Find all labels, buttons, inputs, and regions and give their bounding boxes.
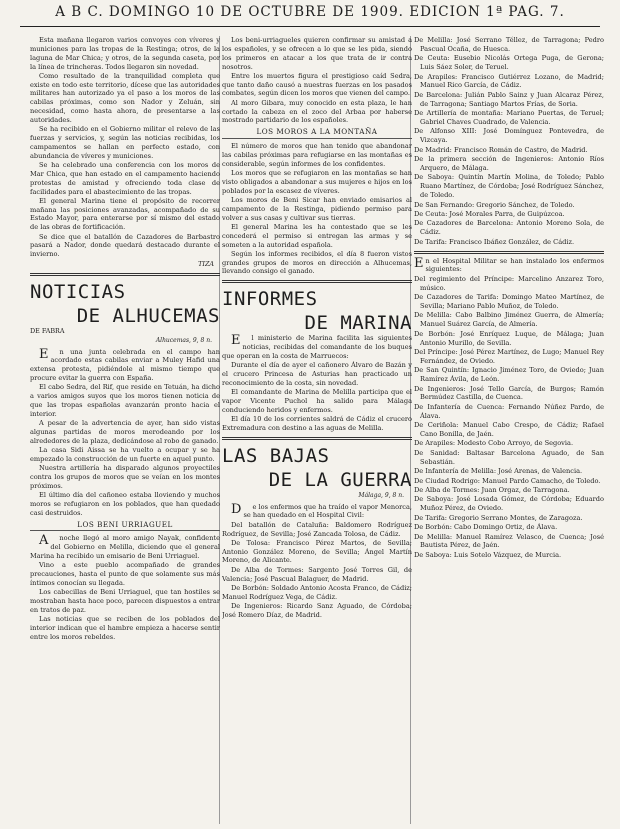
- article-paragraph: El general Marina les ha contestado que se les concederá el permiso si entregan las armas y se someten a la autoridad española.: [222, 222, 412, 249]
- list-item: De Saboya: Quintín Martín Molina, de Toledo; Pablo Ruano Martínez, de Córdoba; José Rodríguez Sánchez, de Toledo.: [414, 173, 604, 200]
- list-item: De Alfonso XIII: José Domínguez Pontevedra, de Vizcaya.: [414, 127, 604, 145]
- list-item: De Madrid: Francisco Román de Castro, de Madrid.: [414, 145, 588, 154]
- article-paragraph: De Ingenieros: Ricardo Sanz Aguado, de Córdoba; José Romero Díaz, de Madrid.: [222, 601, 412, 619]
- article-paragraph: El último día del cañoneo estaba lloviendo y muchos moros se refugiaron en los poblados, que han quedado casi destruidos.: [30, 491, 220, 517]
- column-1: [30, 36, 220, 824]
- article-paragraph: El ministerio de Marina facilita las siguientes noticias, recibidas del comandante de los buques que operan en la costa de Marruecos:: [222, 333, 412, 360]
- article-paragraph: Nuestra artillería ha disparado algunos proyectiles contra los grupos de moros que se veían en los montes próximos.: [30, 464, 220, 490]
- headline-las-bajas: LAS BAJAS: [222, 444, 330, 467]
- list-item: Del Príncipe: José Pérez Martínez, de Lugo; Manuel Rey Fernández, de Oviedo.: [414, 347, 604, 365]
- list-item: De Ceriñola: Manuel Cabo Crespo, de Cádiz; Rafael Cano Bonilla, de Jaén.: [414, 421, 604, 438]
- article-paragraph: El día 10 de los corrientes saldrá de Cádiz el crucero Extremadura con destino a las aguas de Melilla.: [222, 415, 412, 432]
- article-paragraph: Del batallón de Cataluña: Baldomero Rodríguez Rodríguez, de Sevilla; José Zancada Tolosa, de Cádiz.: [222, 520, 412, 538]
- article-signature: TIZA: [198, 260, 214, 269]
- list-item: De Alba de Tormes: Juan Orgaz, de Tarragona.: [414, 485, 570, 494]
- column-3: [414, 36, 604, 824]
- section-rule: [222, 437, 412, 440]
- list-item: Del regimiento del Príncipe: Marcelino Anzarez Toro, músico.: [414, 274, 604, 292]
- article-paragraph: Esta mañana llegaron varios convoyes con víveres y municiones para las tropas de la Restinga; otros, de la laguna de Mar Chica; y otros, de la segunda caseta, por la línea de trincheras. Todos llegaron sin novedad.: [30, 36, 220, 71]
- article-paragraph: A pesar de la advertencia de ayer, han sido vistas algunas partidas de moros merodeando por los alrededores de la plaza, dedicándose al robo de ganado.: [30, 419, 220, 445]
- list-item: De Ceuta: José Morales Parra, de Guipúzcoa.: [414, 209, 565, 218]
- list-item: De San Fernando: Gregorio Sánchez, de Toledo.: [414, 200, 575, 209]
- list-item: De Ingenieros: José Tello García, de Burgos; Ramón Bermúdez Castilla, de Cuenca.: [414, 384, 604, 402]
- list-item: De Borbón: Cabo Domingo Ortiz, de Álava.: [414, 523, 558, 532]
- headline-alhucemas: DE ALHUCEMAS: [76, 304, 220, 327]
- list-item: De Artillería de montaña: Mariano Puertas, de Teruel; Gabriel Chaves Cuadrado, de Valencia.: [414, 109, 604, 126]
- list-item: De Cazadores de Barcelona: Antonio Moreno Sola, de Cádiz.: [414, 219, 604, 237]
- article-paragraph: Los cabecillas de Beni Urriaguel, que tan hostiles se mostraban hasta hace poco, parecen dispuestos a entrar en tratos de paz.: [30, 588, 220, 614]
- page-masthead: A B C. DOMINGO 10 DE OCTUBRE DE 1909. EDICION 1ª PAG. 7.: [55, 4, 565, 20]
- list-item: De Ceuta: Eusebio Nicolás Ortega Puga, de Gerona; Luis Sáez Soler, de Teruel.: [414, 54, 604, 72]
- article-paragraph: En una junta celebrada en el campo han acordado estas cabilas enviar a Muley Hafid una extensa protesta, pidiéndole al mismo tiempo que procure evitar la guerra con España.: [30, 346, 220, 383]
- masthead-rule: [20, 26, 600, 27]
- article-paragraph: La casa Sidi Aissa se ha vuelto a ocupar y se ha empezado la construcción de un fuerte en aquel punto.: [30, 446, 220, 463]
- section-rule: [30, 273, 220, 276]
- article-paragraph: Entre los muertos figura el prestigioso caíd Sedra, que tanto daño causó a nuestras fuerzas en los pasados combates, según dicen los moros que vienen del campo.: [222, 71, 412, 98]
- news-source: DE FABRA: [30, 326, 65, 335]
- list-item: De Cazadores de Tarifa: Domingo Mateo Martínez, de Sevilla; Mariano Pablo Muñoz, de Toledo.: [414, 293, 604, 310]
- list-item: De Melilla: Manuel Ramírez Velasco, de Cuenca; José Bautista Pérez, de Jaén.: [414, 532, 604, 550]
- subheading-moros-montana: LOS MOROS A LA MONTAÑA: [222, 128, 412, 139]
- article-paragraph: Los moros que se refugiaron en las montañas se han visto obligados a abandonar a sus mujeres e hijos en los poblados por la escasez de víveres.: [222, 168, 412, 195]
- article-paragraph: Los moros de Beni Sicar han enviado emisarios al campamento de la Restinga, pidiendo permiso para volver a sus casas y cultivar sus tierras.: [222, 195, 412, 222]
- list-item: De Tarifa: Gregorio Serrano Montes, de Zaragoza.: [414, 513, 583, 522]
- article-paragraph: El cabo Sedra, del Rif, que reside en Tetuán, ha dicho a varios amigos suyos que los moros tienen noticia de que las tropas españolas avanzarán pronto hacia el interior.: [30, 383, 220, 418]
- list-item: De Arapiles: Modesto Cobo Arroyo, de Segovia.: [414, 439, 574, 448]
- article-paragraph: Las noticias que se reciben de los poblados del interior indican que el hambre empieza a hacerse sentir entre los moros rebeldes.: [30, 615, 220, 641]
- list-item: De Saboya: Luis Sotelo Vázquez, de Murcia.: [414, 550, 562, 559]
- section-rule: [222, 280, 412, 283]
- list-item: De San Quintín: Ignacio Jiménez Toro, de Oviedo; Juan Ramírez Ávila, de León.: [414, 366, 604, 384]
- list-item: De Saboya: José Losada Gómez, de Córdoba; Eduardo Muñoz Pérez, de Oviedo.: [414, 495, 604, 513]
- article-paragraph: Como resultado de la tranquilidad completa que existe en todo este territorio, dícese que las autoridades militares han autorizado ya el paso a los moros de las cabilas próximas, como son Nador y Zeluán, sin necesidad, como hasta ahora, de presentarse a las autoridades.: [30, 71, 220, 124]
- list-item: De Infantería de Melilla: José Arenas, de Valencia.: [414, 467, 583, 476]
- hospital-lead: En el Hospital Militar se han instalado los enfermos siguientes:: [414, 255, 604, 274]
- article-paragraph: De Alba de Tormes: Sargento José Torres Gil, de Valencia; José Pascual Balaguer, de Madrid.: [222, 565, 412, 583]
- list-item: De Ciudad Rodrigo: Manuel Pardo Camacho, de Toledo.: [414, 476, 601, 485]
- article-paragraph: Se ha recibido en el Gobierno militar el relevo de las fuerzas y servicios, y, según las noticias recibidas, los campamentos se hallan en perfecto estado, con abundancia de víveres y municiones.: [30, 125, 220, 160]
- article-paragraph: Los beni-urriagueles quieren confirmar su amistad a los españoles, y se ofrecen a lo que se les pida, siendo los primeros en atacar a los que trata de ir contra nosotros.: [222, 36, 412, 71]
- headline-de-la-guerra: DE LA GUERRA: [268, 468, 412, 491]
- article-paragraph: De Tolosa: Francisco Pérez Martos, de Sevilla; Antonio González Moreno, de Sevilla; Ángel Martín Moreno, de Alicante.: [222, 538, 412, 565]
- dateline: Alhucemas, 9, 8 n.: [155, 336, 212, 344]
- article-paragraph: El general Marina tiene el propósito de recorrer mañana las posiciones avanzadas, acompañado de su Estado Mayor, para enterarse por sí mismo del estado de las obras de fortificación.: [30, 196, 220, 232]
- list-item: De Melilla: Cabo Balbino Jiménez Guerra, de Almería; Manuel Suárez García, de Almería.: [414, 311, 604, 329]
- headline-informes: INFORMES: [222, 288, 318, 311]
- article-paragraph: De Borbón: Soldado Antonio Acosta Franco, de Cádiz; Manuel Rodríguez Vega, de Cádiz.: [222, 583, 412, 601]
- article-paragraph: De los enfermos que ha traído el vapor Menorca, se han quedado en el Hospital Civil:: [231, 501, 412, 520]
- list-item: De Tarifa: Francisco Ibáñez González, de Cádiz.: [414, 237, 575, 246]
- list-item: De Barcelona: Julián Pablo Sainz y Juan Alcaraz Pérez, de Tarragona; Santiago Martos Frías, de Soria.: [414, 90, 604, 108]
- article-paragraph: Durante el día de ayer el cañonero Álvaro de Bazán y el crucero Princesa de Asturias han practicado un reconocimiento de la costa, sin novedad.: [222, 361, 412, 387]
- section-rule: [414, 251, 604, 254]
- subheading-beni-urriaguel: LOS BENI URRIAGUEL: [30, 521, 220, 532]
- article-paragraph: Se ha celebrado una conferencia con los moros de Mar Chica, que han estado en el campamento haciendo protestas de amistad y ofreciendo toda clase de facilidades para el abastecimiento de las tropas.: [30, 160, 220, 196]
- article-paragraph: El comandante de Marina de Melilla participa que el vapor Vicente Puchol ha salido para Málaga conduciendo heridos y enfermos.: [222, 388, 412, 414]
- article-paragraph: Vino a este pueblo acompañado de grandes precauciones, hasta el punto de que solamente sus más íntimos conocían su llegada.: [30, 561, 220, 588]
- article-paragraph: Según los informes recibidos, el día 8 fueron vistos grandes grupos de moros en dirección a Alhucemas, llevando consigo el ganado.: [222, 249, 412, 276]
- list-item: De Borbón: José Enríquez Luque, de Málaga; Juan Antonio Murillo, de Sevilla.: [414, 329, 604, 347]
- list-item: De la primera sección de Ingenieros: Antonio Ríos Arquero, de Málaga.: [414, 155, 604, 172]
- article-paragraph: Al moro Gibara, muy conocido en esta plaza, le han cortado la cabeza en el zoco del Arbaa por haberse mostrado partidario de los españoles.: [222, 98, 412, 125]
- article-paragraph: El número de moros que han tenido que abandonar las cabilas próximas para refugiarse en las montañas es considerable, según informes de los confidentes.: [222, 142, 412, 168]
- list-item: De Arapiles: Francisco Gutiérrez Lozano, de Madrid; Manuel Rico García, de Cádiz.: [414, 72, 604, 90]
- headline-de-marina: DE MARINA: [304, 312, 412, 335]
- list-item: De Infantería de Cuenca: Fernando Núñez Pardo, de Álava.: [414, 402, 604, 420]
- article-paragraph: Se dice que el batallón de Cazadores de Barbastro pasará a Nador, donde quedará destacado durante el invierno.: [30, 232, 220, 259]
- list-item: De Sanidad: Baltasar Barcelona Aguado, de San Sebastián.: [414, 448, 604, 466]
- headline-noticias: NOTICIAS: [30, 280, 126, 303]
- list-item: De Melilla: José Serrano Téllez, de Tarragona; Pedro Pascual Ocaña, de Huesca.: [414, 36, 604, 53]
- dateline: Málaga, 9, 8 n.: [358, 491, 404, 499]
- article-paragraph: Anoche llegó al moro amigo Nayak, confidente del Gobierno en Melilla, diciendo que el general Marina ha recibido un emisario de Beni Urriaguel.: [30, 533, 220, 561]
- column-2: [222, 36, 412, 824]
